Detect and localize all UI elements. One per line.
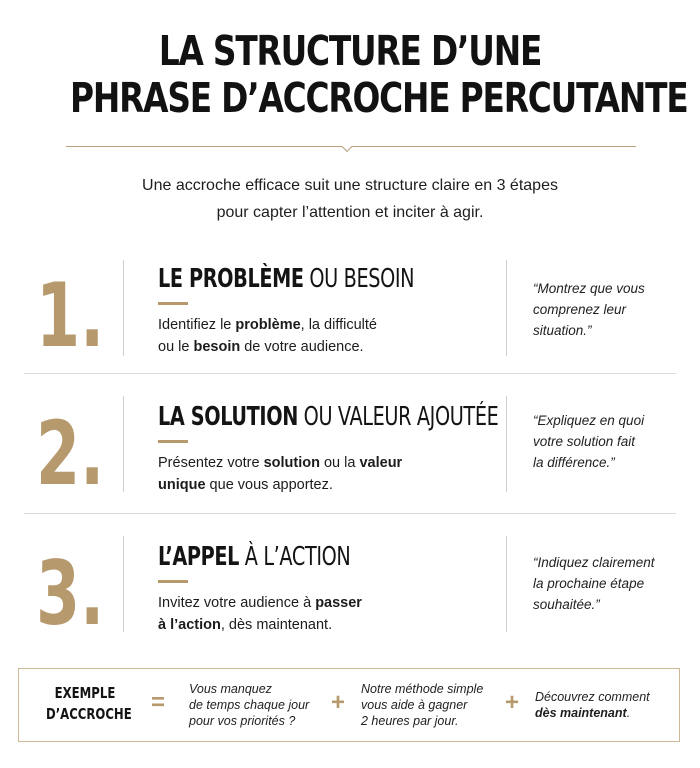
plus-sign: + <box>505 689 520 716</box>
step-divider-right <box>506 536 507 632</box>
desc-line-1 <box>158 452 478 474</box>
desc-bold: valeur <box>359 455 403 471</box>
example-part-2 <box>361 681 483 729</box>
example-bold: dès maintenant <box>535 706 627 720</box>
desc-line-2 <box>158 474 478 496</box>
example-line <box>535 705 650 721</box>
step-number: 3. <box>36 542 105 645</box>
step-quote <box>533 278 693 341</box>
step-divider-left <box>123 260 124 356</box>
heading-bold: L’APPEL <box>158 542 240 572</box>
step-number: 1. <box>36 264 105 367</box>
step-description <box>158 314 478 358</box>
example-line: Notre méthode simple <box>361 682 484 696</box>
step-divider-left <box>123 536 124 632</box>
example-label-line-2: D’ACCROCHE <box>46 705 132 723</box>
desc-text: de votre audience. <box>240 339 364 355</box>
quote-line: “Montrez que vous <box>533 281 645 296</box>
quote-line: votre solution fait <box>533 434 636 449</box>
desc-line-2 <box>158 614 478 636</box>
step-description <box>158 592 478 636</box>
desc-line-1 <box>158 592 478 614</box>
title-line-2: PHRASE D’ACCROCHE PERCUTANTE <box>70 74 688 122</box>
example-line: 2 heures par jour. <box>361 714 459 728</box>
step-divider-left <box>123 396 124 492</box>
gold-dash <box>158 302 188 305</box>
step-quote <box>533 410 693 473</box>
gold-dash <box>158 440 188 443</box>
quote-line: souhaitée.” <box>533 597 600 612</box>
example-part-3 <box>535 689 650 721</box>
heading-rest: OU BESOIN <box>303 264 415 294</box>
desc-text: ou le <box>158 339 194 355</box>
example-box <box>18 668 680 742</box>
example-label <box>35 683 135 725</box>
divider-notch <box>342 146 352 156</box>
desc-text: , dès maintenant. <box>220 617 333 633</box>
example-line: Découvrez comment <box>535 690 650 704</box>
title-line-1: LA STRUCTURE D’UNE <box>158 27 542 75</box>
example-line: Vous manquez <box>189 682 272 696</box>
subtitle-line-2: pour capter l’attention et inciter à agir. <box>216 204 484 221</box>
subtitle <box>0 172 700 226</box>
desc-text: ou la <box>319 455 360 471</box>
desc-bold: besoin <box>193 339 241 355</box>
section-separator <box>24 373 676 374</box>
subtitle-line-1: Une accroche efficace suit une structure claire en 3 étapes <box>142 177 558 194</box>
desc-text: , la difficulté <box>300 317 377 333</box>
step-heading <box>158 540 350 574</box>
step-description <box>158 452 478 496</box>
step-divider-right <box>506 260 507 356</box>
example-line: vous aide à gagner <box>361 698 468 712</box>
desc-bold: unique <box>158 477 206 493</box>
gold-dash <box>158 580 188 583</box>
step-quote <box>533 552 693 615</box>
quote-line: situation.” <box>533 323 592 338</box>
desc-line-1 <box>158 314 478 336</box>
quote-line: “Expliquez en quoi <box>533 413 645 428</box>
heading-rest: OU VALEUR AJOUTÉE <box>297 402 499 432</box>
page-title <box>70 27 688 122</box>
quote-line: la différence.” <box>533 455 615 470</box>
step-divider-right <box>506 396 507 492</box>
desc-text: Présentez votre <box>158 455 264 471</box>
equals-sign: = <box>151 689 166 716</box>
example-label-line-1: EXEMPLE <box>54 684 116 702</box>
desc-text: que vous apportez. <box>205 477 333 493</box>
desc-bold: solution <box>263 455 320 471</box>
desc-line-2 <box>158 336 478 358</box>
desc-bold: à l’action <box>158 617 221 633</box>
desc-text: Invitez votre audience à <box>158 595 316 611</box>
heading-rest: À L’ACTION <box>239 542 351 572</box>
desc-text: Identifiez le <box>158 317 236 333</box>
quote-line: comprenez leur <box>533 302 627 317</box>
step-3 <box>0 540 700 670</box>
step-2 <box>0 400 700 530</box>
desc-bold: passer <box>315 595 362 611</box>
example-part-1 <box>189 681 309 729</box>
section-separator <box>24 513 676 514</box>
step-heading <box>158 400 498 434</box>
quote-line: “Indiquez clairement <box>533 555 655 570</box>
desc-bold: problème <box>235 317 301 333</box>
step-heading <box>158 262 414 296</box>
heading-bold: LA SOLUTION <box>158 402 298 432</box>
example-line: pour vos priorités ? <box>189 714 296 728</box>
quote-line: la prochaine étape <box>533 576 645 591</box>
heading-bold: LE PROBLÈME <box>158 264 304 294</box>
example-line: de temps chaque jour <box>189 698 310 712</box>
plus-sign: + <box>331 689 346 716</box>
example-text: . <box>626 706 631 720</box>
step-number: 2. <box>36 402 105 505</box>
